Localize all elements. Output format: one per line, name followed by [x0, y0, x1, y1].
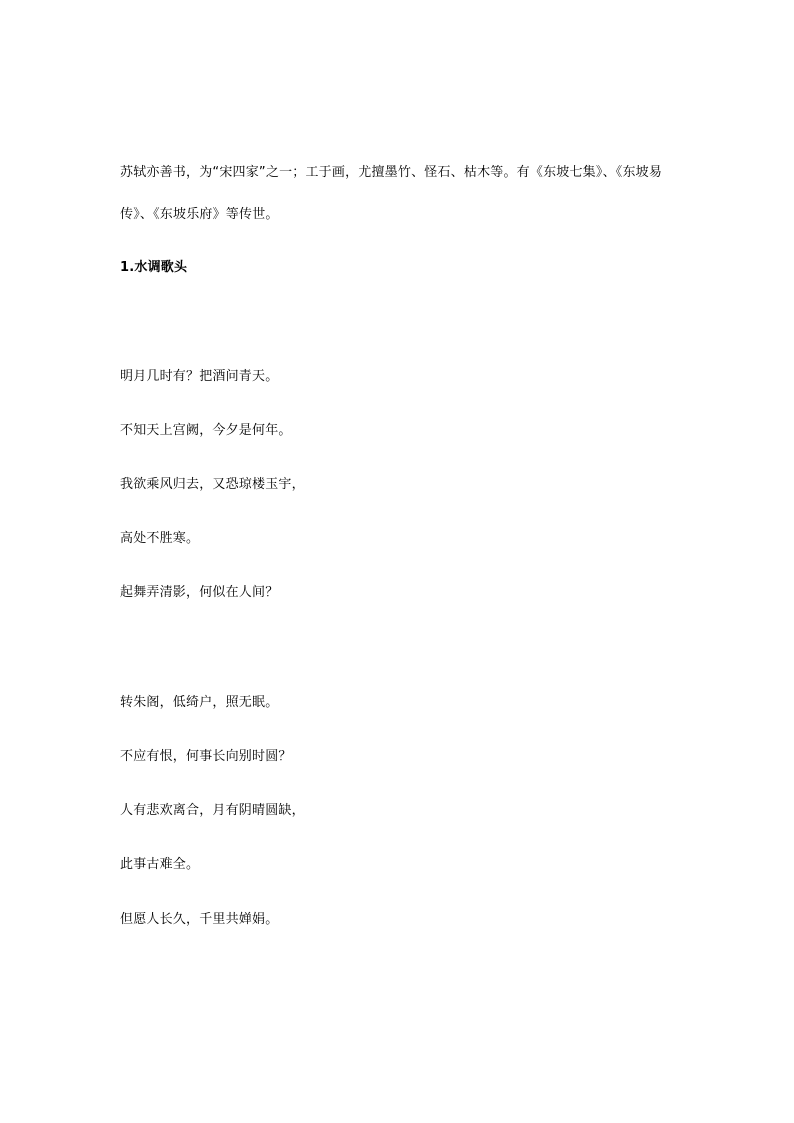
poem-line: 起舞弄清影，何似在人间？	[120, 585, 279, 600]
poem-line: 高处不胜寒。	[120, 531, 200, 546]
intro-line-2: 传》、《东坡乐府》等传世。	[120, 207, 279, 222]
poem-line: 明月几时有？把酒问青天。	[120, 369, 279, 384]
poem-line: 转朱阁，低绮户，照无眠。	[120, 695, 279, 710]
poem-title: 1.水调歌头	[120, 260, 188, 275]
poem-line: 此事古难全。	[120, 857, 200, 872]
poem-line: 我欲乘风归去，又恐琼楼玉宇，	[120, 477, 305, 492]
poem-line: 但愿人长久，千里共婵娟。	[120, 912, 279, 927]
poem-line: 人有悲欢离合，月有阴晴圆缺，	[120, 803, 305, 818]
intro-line-1: 苏轼亦善书，为“宋四家”之一；工于画，尤擅墨竹、怪石、枯木等。有《东坡七集》、《东坡易	[120, 165, 663, 180]
poem-line: 不知天上宫阙，今夕是何年。	[120, 423, 292, 438]
poem-line: 不应有恨，何事长向别时圆？	[120, 749, 292, 764]
